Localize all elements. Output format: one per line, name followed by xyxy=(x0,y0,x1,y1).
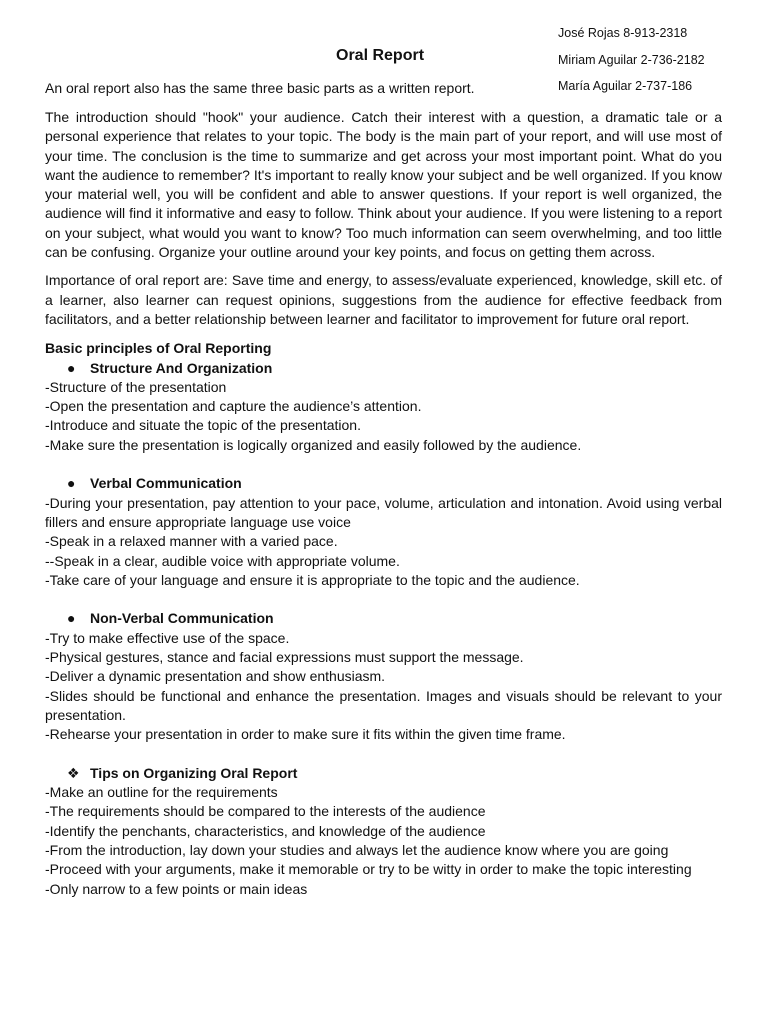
section-heading xyxy=(45,764,722,783)
contact-list xyxy=(558,20,705,100)
list-item: -From the introduction, lay down your studies and always let the audience know where you are going xyxy=(45,841,669,858)
list-item: -During your presentation, pay attention to your pace, volume, articulation and intonation. Avoid using verbal fillers and ensure appropriate language use voice xyxy=(45,494,722,530)
bullet-icon: ● xyxy=(67,359,76,376)
section-heading xyxy=(45,359,722,378)
list-item: -Proceed with your arguments, make it memorable or try to be witty in order to make the topic interesting xyxy=(45,861,692,878)
contact-entry: José Rojas 8-913-2318 xyxy=(558,26,688,40)
spacer xyxy=(45,590,722,609)
list-item: -Only narrow to a few points or main ideas xyxy=(45,880,308,897)
page-title: Oral Report xyxy=(336,47,425,64)
list-item: -Structure of the presentation xyxy=(45,378,227,395)
section-title: Verbal Communication xyxy=(90,475,242,492)
bullet-icon: ● xyxy=(67,475,76,492)
spacer xyxy=(45,455,722,474)
intro-line: An oral report also has the same three basic parts as a written report. xyxy=(45,80,475,96)
list-item: -Rehearse your presentation in order to make sure it fits within the given time frame. xyxy=(45,726,566,743)
introduction-paragraph: The introduction should "hook" your audience. Catch their interest with a question, a dramatic tale or a personal experience that relates to your topic. The body is the main part of your report, and will use most of your time. The conclusion is the time to summarize and get across your most important point. What do you want the audience to remember? It's important to really know your subject and be well organized. If you know your material well, you will be confident and able to answer questions. If your report is well organized, the audience will find it informative and easy to follow. Think about your audience. If you were listening to a report on your subject, what would you want to know? Too much information can seem overwhelming, and too little can be confusing. Organize your outline around your key points, and focus on getting them across. xyxy=(45,109,722,261)
importance-paragraph: Importance of oral report are: Save time and energy, to assess/evaluate experienced, knowledge, skill etc. of a learner, also learner can request opinions, suggestions from the audience for effective feedback from facilitators, and a better relationship between learner and facilitator to improvement for future oral report. xyxy=(45,272,722,327)
bullet-icon: ● xyxy=(67,610,76,627)
list-item: -Make an outline for the requirements xyxy=(45,784,278,801)
contact-entry: Miriam Aguilar 2-736-2182 xyxy=(558,52,705,67)
contact-entry: María Aguilar 2-737-186 xyxy=(558,79,693,93)
list-item: -The requirements should be compared to the interests of the audience xyxy=(45,803,486,820)
spacer xyxy=(45,745,722,764)
list-item: -Make sure the presentation is logically organized and easily followed by the audience. xyxy=(45,436,582,453)
list-item: -Introduce and situate the topic of the presentation. xyxy=(45,417,361,434)
list-item: -Identify the penchants, characteristics, and knowledge of the audience xyxy=(45,822,486,839)
section-heading xyxy=(45,474,722,493)
list-item: -Speak in a relaxed manner with a varied pace. xyxy=(45,533,338,550)
list-item: -Open the presentation and capture the audience’s attention. xyxy=(45,398,422,415)
list-item: -Slides should be functional and enhance the presentation. Images and visuals should be relevant to your presentation. xyxy=(45,687,722,723)
list-item: -Physical gestures, stance and facial expressions must support the message. xyxy=(45,649,524,666)
list-item: -Take care of your language and ensure it is appropriate to the topic and the audience. xyxy=(45,571,580,588)
section-title: Tips on Organizing Oral Report xyxy=(90,764,298,781)
diamond-bullet-icon: ❖ xyxy=(67,764,80,781)
list-item: -Try to make effective use of the space. xyxy=(45,629,290,646)
principles-heading: Basic principles of Oral Reporting xyxy=(45,340,272,357)
list-item: --Speak in a clear, audible voice with appropriate volume. xyxy=(45,552,400,569)
document-body xyxy=(45,108,722,899)
list-item: -Deliver a dynamic presentation and show enthusiasm. xyxy=(45,668,386,685)
section-title: Structure And Organization xyxy=(90,359,273,376)
section-heading xyxy=(45,609,722,628)
section-title: Non-Verbal Communication xyxy=(90,610,274,627)
